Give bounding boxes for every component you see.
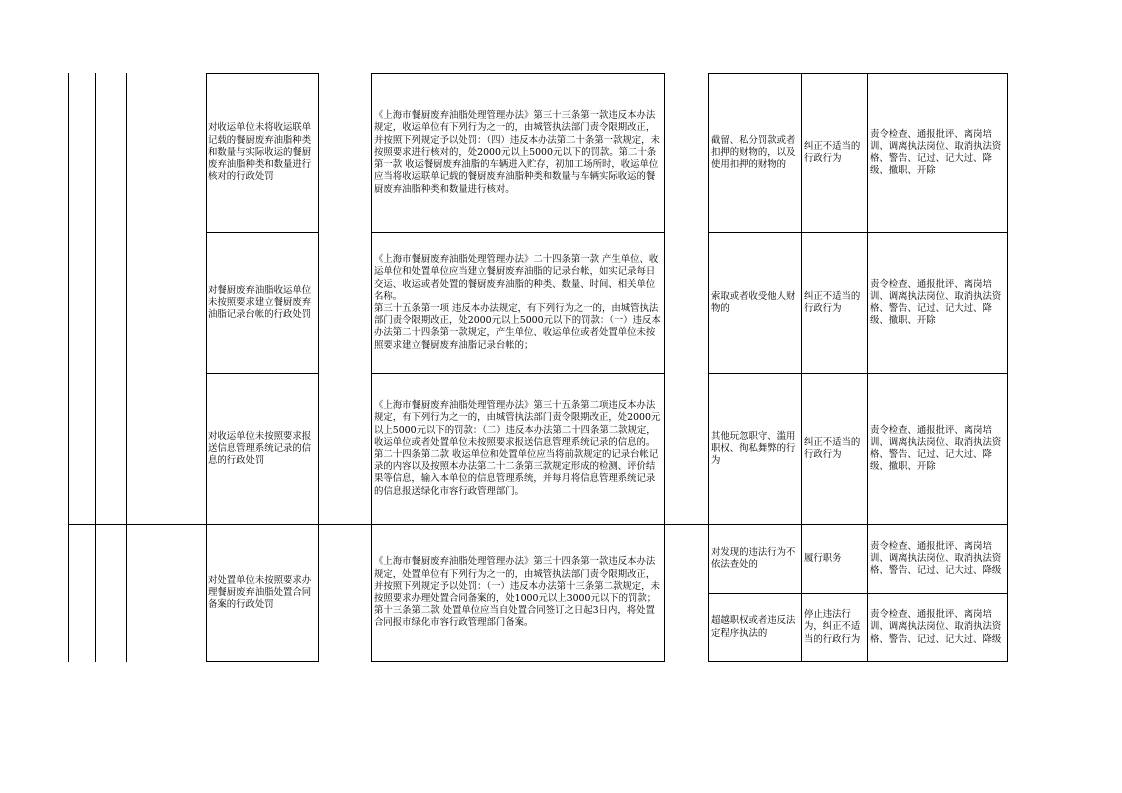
table-cell-subject: 对处置单位未按照要求办理餐厨废弃油脂处置合同备案的行政处罚	[208, 574, 312, 611]
table-cell-remedy: 纠正不适当的行政行为	[804, 290, 861, 314]
table-border	[1007, 73, 1008, 662]
table-cell-conduct: 超越职权或者违反法定程序执法的	[711, 615, 796, 639]
table-border	[318, 73, 319, 662]
table-cell-conduct: 索取或者收受他人财物的	[711, 290, 796, 314]
table-cell-penalty: 责令检查、通报批评、离岗培训、调离执法岗位、取消执法资格、警告、记过、记大过、降级、撤职、开除	[870, 278, 1002, 327]
table-cell-conduct: 截留、私分罚款或者扣押的财物的，以及使用扣押的财物的	[711, 134, 796, 171]
table-border	[867, 73, 868, 662]
table-cell-penalty: 责令检查、通报批评、离岗培训、调离执法岗位、取消执法资格、警告、记过、记大过、降级、撤职、开除	[870, 128, 1002, 177]
table-cell-basis: 《上海市餐厨废弃油脂处理管理办法》第三十三条第一款违反本办法规定，收运单位有下列行为之一的，由城管执法部门责令限期改正，并按照下列规定予以处罚：（四）违反本办法第二十条第一款规定，未按照要求进行核对的，处2000元以上5000元以下的罚款。第二十条第一款 收运餐厨废弃油脂的车辆进入贮存，初加工场所时，收运单位应当将收运联单记载的餐厨废弃油脂种类和数量与车辆实际收运的餐厨废弃油脂种类和数量进行核对。	[374, 110, 660, 195]
table-border	[126, 73, 127, 662]
table-border	[801, 73, 802, 662]
table-cell-basis: 《上海市餐厨废弃油脂处理管理办法》第三十五条第二项违反本办法规定，有下列行为之一的，由城管执法部门责令限期改正，处2000元以上5000元以下的罚款：（二）违反本办法第二十四条第二款规定，收运单位或者处置单位未按照要求报送信息管理系统记录的信息的。第二十四条第二款 收运单位和处置单位应当将前款规定的记录台帐记录的内容以及按照本办法第二十二条第三款规定形成的检测、评价结果等信息，输入本单位的信息管理系统，并每月将信息管理系统记录的信息报送绿化市容行政管理部门。	[374, 400, 661, 497]
table-cell-basis: 《上海市餐厨废弃油脂处理管理办法》第三十四条第一款违反本办法规定，处置单位有下列行为之一的，由城管执法部门责令限期改正，并按照下列规定予以处罚：（一）违反本办法第十三条第二款规定，未按照要求办理处置合同备案的，处1000元以上3000元以下的罚款；第十三条第二款 处置单位应当自处置合同签订之日起3日内，将处置合同报市绿化市容行政管理部门备案。	[374, 556, 660, 629]
table-cell-remedy: 履行职务	[804, 552, 842, 564]
table-border	[708, 73, 709, 662]
table-cell-conduct: 对发现的违法行为不依法查处的	[711, 546, 796, 570]
table-border	[664, 73, 665, 662]
table-cell-subject: 对餐厨废弃油脂收运单位未按照要求建立餐厨废弃油脂记录台帐的行政处罚	[208, 284, 312, 321]
table-cell-remedy: 纠正不适当的行政行为	[804, 140, 861, 164]
table-border	[206, 73, 207, 662]
table-border	[708, 661, 1008, 662]
table-cell-penalty: 责令检查、通报批评、离岗培训、调离执法岗位、取消执法资格、警告、记过、记大过、降级	[870, 609, 1002, 645]
table-cell-conduct: 其他玩忽职守、滥用职权、徇私舞弊的行为	[711, 430, 796, 467]
table-cell-penalty: 责令检查、通报批评、离岗培训、调离执法岗位、取消执法资格、警告、记过、记大过、降级、撤职、开除	[870, 424, 1002, 473]
table-cell-penalty: 责令检查、通报批评、离岗培训、调离执法岗位、取消执法资格、警告、记过、记大过、降级	[870, 540, 1002, 577]
table-border	[206, 661, 319, 662]
table-cell-basis: 《上海市餐厨废弃油脂处理管理办法》二十四条第一款 产生单位、收运单位和处置单位应当建立餐厨废弃油脂的记录台帐，如实记录每日交运、收运或者处置的餐厨废弃油脂的种类、数量、时间、相关单位名称。 第三十五条第一项 违反本办法规定，有下列行为之一的，由城管执法部门责令限期改正，处2000元以上5000元以下的罚款：（一）违反本办法第二十四条第一款规定，产生单位、收运单位或者处置单位未按照要求建立餐厨废弃油脂记录台帐的；	[374, 254, 661, 351]
table-border	[371, 661, 665, 662]
table-cell-subject: 对收运单位未将收运联单记载的餐厨废弃油脂种类和数量与实际收运的餐厨废弃油脂种类和数量进行核对的行政处罚	[208, 122, 312, 183]
table-border	[371, 73, 372, 662]
table-cell-remedy: 停止违法行为，纠正不适当的行政行为	[804, 609, 861, 645]
table-border	[95, 73, 96, 662]
table-cell-subject: 对收运单位未按照要求报送信息管理系统记录的信息的行政处罚	[208, 430, 312, 467]
table-cell-remedy: 纠正不适当的行政行为	[804, 436, 861, 460]
table-border	[68, 73, 69, 662]
